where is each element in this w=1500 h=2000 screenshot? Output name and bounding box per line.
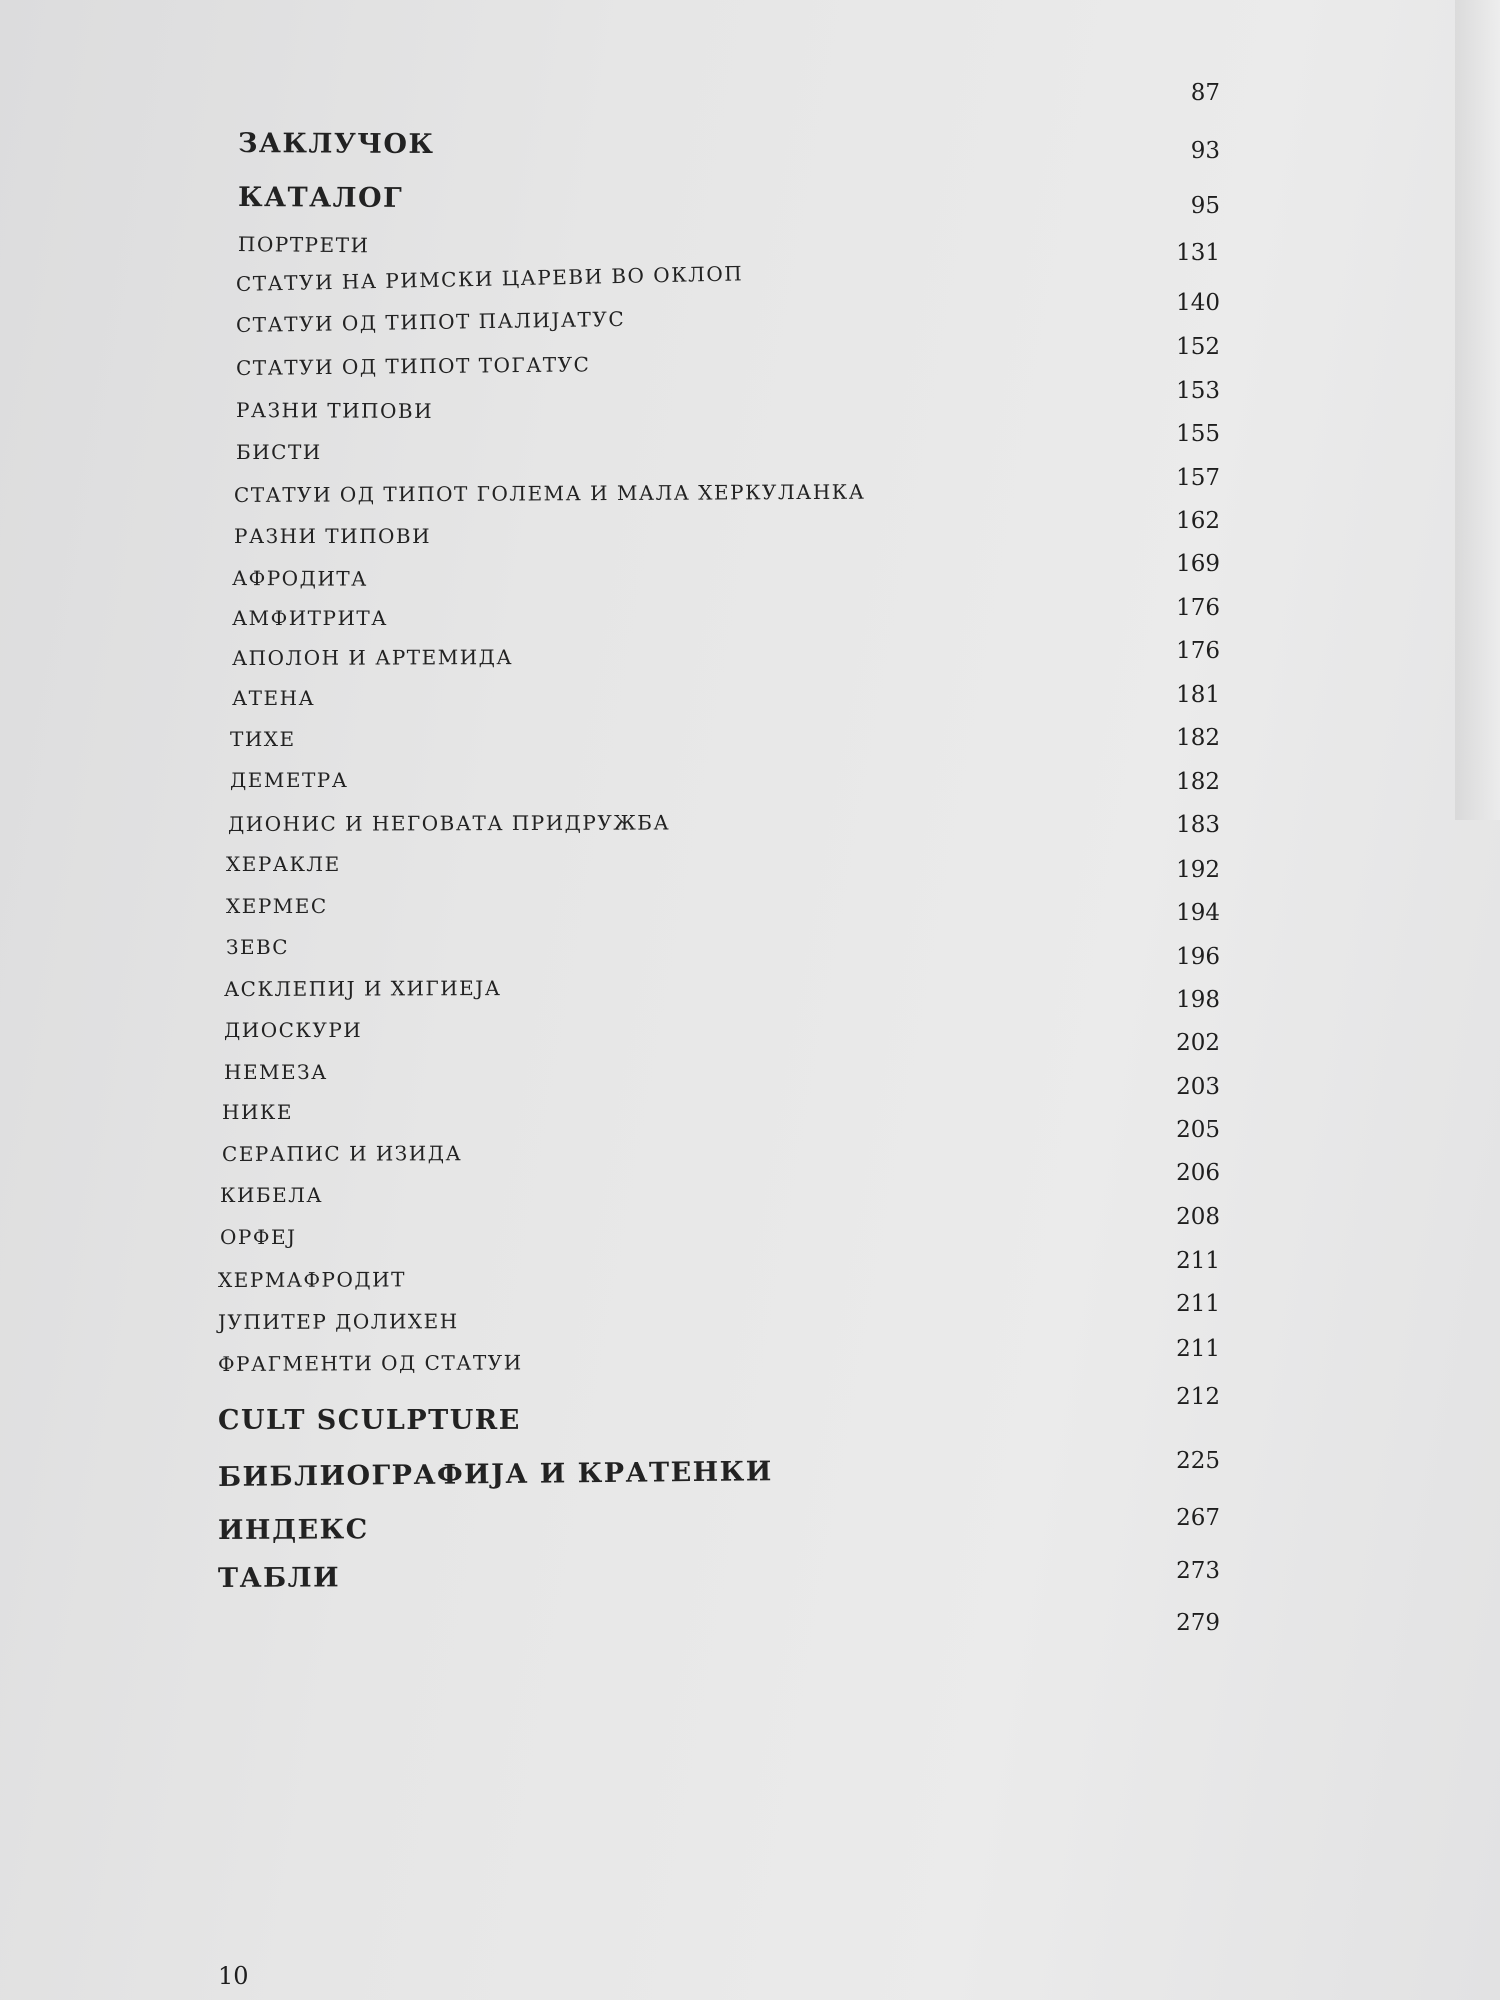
toc-page-number: 162 — [1176, 508, 1220, 534]
toc-page-number: 192 — [1176, 857, 1220, 883]
toc-entry-label: АСКЛЕПИЈ И ХИГИЕЈА — [223, 976, 502, 1001]
toc-entry-label: ТАБЛИ — [217, 1562, 341, 1594]
toc-page-number: 93 — [1190, 138, 1220, 164]
toc-page-number: 198 — [1176, 987, 1220, 1013]
toc-entry-label: ФРАГМЕНТИ ОД СТАТУИ — [217, 1350, 523, 1376]
toc-entry-label: ПОРТРЕТИ — [237, 232, 370, 258]
toc-entry-label: ИНДЕКС — [217, 1514, 369, 1546]
toc-page-number: 225 — [1176, 1448, 1220, 1474]
toc-entry-label: ДИОНИС И НЕГОВАТА ПРИДРУЖБА — [227, 810, 671, 836]
toc-page-number: 208 — [1176, 1204, 1220, 1230]
toc-entry-label: ХЕРМАФРОДИТ — [217, 1267, 406, 1292]
toc-page-number: 169 — [1176, 551, 1220, 577]
toc-page-number: 176 — [1176, 638, 1220, 664]
toc-entry-label: АПОЛОН И АРТЕМИДА — [231, 645, 514, 670]
toc-entry-label: КИБЕЛА — [220, 1183, 324, 1207]
toc-entry-label: РАЗНИ ТИПОВИ — [235, 398, 434, 424]
toc-page-number: 131 — [1176, 240, 1220, 266]
toc-page-number: 212 — [1176, 1384, 1220, 1410]
toc-page-number: 203 — [1176, 1074, 1220, 1100]
toc-entry-label: ДИОСКУРИ — [224, 1018, 363, 1042]
toc-entry-label: CULT SCULPTURE — [218, 1405, 521, 1436]
toc-page-number: 176 — [1176, 595, 1220, 621]
toc-entry-label: БИСТИ — [236, 440, 322, 464]
toc-entry-label: ХЕРМЕС — [226, 894, 328, 918]
toc-page-number: 140 — [1176, 290, 1220, 316]
toc-entry-label: АФРОДИТА — [231, 566, 368, 591]
toc-page-number: 211 — [1176, 1336, 1220, 1362]
toc-page-number: 87 — [1190, 80, 1220, 106]
toc-page-number: 155 — [1176, 421, 1220, 447]
toc-entry-label: КАТАЛОГ — [237, 182, 404, 214]
toc-entry-label: СЕРАПИС И ИЗИДА — [221, 1141, 463, 1166]
toc-page-number: 182 — [1176, 725, 1220, 751]
toc-entry-label: ЗЕВС — [226, 935, 290, 959]
page-folio: 10 — [218, 1962, 249, 1990]
toc-page-number: 279 — [1176, 1610, 1220, 1636]
toc-entry-label: ХЕРАКЛЕ — [226, 852, 341, 876]
toc-page-number: 205 — [1176, 1117, 1220, 1143]
toc-page-number: 95 — [1190, 193, 1220, 219]
toc-page-number: 267 — [1176, 1505, 1220, 1531]
toc-page-number: 211 — [1176, 1291, 1220, 1317]
toc-entry-label: СТАТУИ ОД ТИПОТ ТОГАТУС — [235, 352, 591, 380]
toc-entry-label: ЈУПИТЕР ДОЛИХЕН — [217, 1309, 459, 1334]
toc-entry-label: ДЕМЕТРА — [230, 768, 349, 792]
toc-page-number: 153 — [1176, 378, 1220, 404]
toc-page-number: 211 — [1176, 1248, 1220, 1274]
toc-entry-label: БИБЛИОГРАФИЈА И КРАТЕНКИ — [217, 1456, 773, 1493]
toc-entry-label: НЕМЕЗА — [224, 1060, 328, 1084]
toc-entry-label: РАЗНИ ТИПОВИ — [234, 524, 432, 548]
toc-page-number: 196 — [1176, 944, 1220, 970]
toc-page-number: 183 — [1176, 812, 1220, 838]
toc-page-number: 152 — [1176, 334, 1220, 360]
toc-page-number: 181 — [1176, 682, 1220, 708]
toc-entry-label: АМФИТРИТА — [232, 606, 388, 630]
toc-entry-label: АТЕНА — [232, 686, 316, 710]
toc-entry-label: ОРФЕЈ — [220, 1225, 297, 1249]
toc-entry-label: СТАТУИ ОД ТИПОТ ПАЛИЈАТУС — [235, 306, 626, 337]
toc-entry-label: ЗАКЛУЧОК — [237, 128, 435, 161]
toc-entry-label: ТИХЕ — [230, 727, 296, 751]
toc-page-number: 273 — [1176, 1558, 1220, 1584]
toc-entry-label: СТАТУИ ОД ТИПОТ ГОЛЕМА И МАЛА ХЕРКУЛАНКА — [233, 479, 866, 507]
toc-entry-label: НИКЕ — [222, 1100, 293, 1124]
toc-page-number: 157 — [1176, 465, 1220, 491]
toc-entry-label: СТАТУИ НА РИМСКИ ЦАРЕВИ ВО ОКЛОП — [235, 261, 744, 296]
toc-page-number: 206 — [1176, 1160, 1220, 1186]
toc-page-number: 182 — [1176, 769, 1220, 795]
toc-page-number: 194 — [1176, 900, 1220, 926]
toc-page-number: 202 — [1176, 1030, 1220, 1056]
